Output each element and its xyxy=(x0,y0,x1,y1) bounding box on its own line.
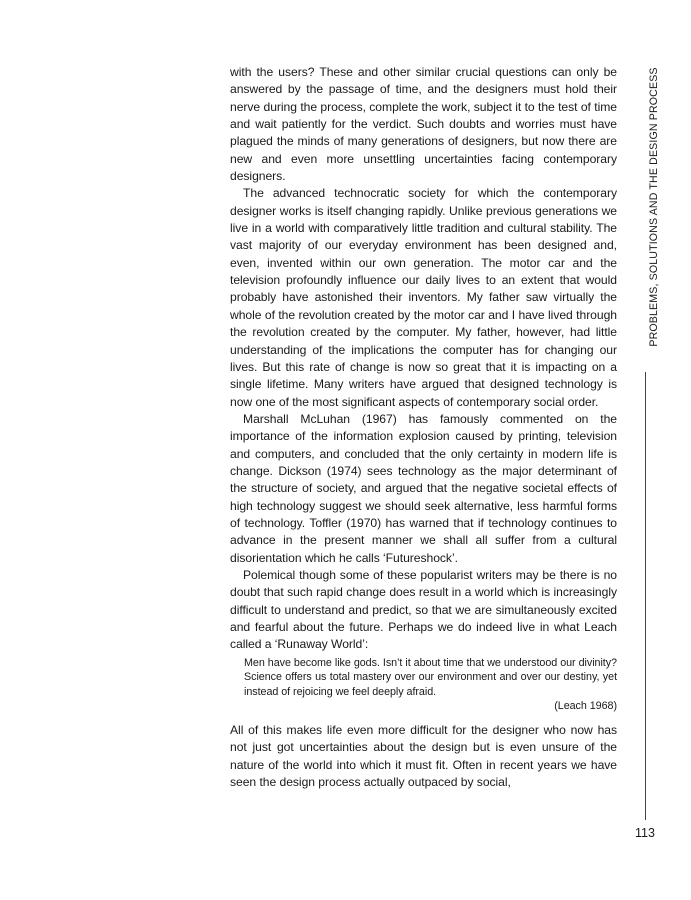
paragraph-5: All of this makes life even more difficult for the designer who now has not just got uncertainties about the design but is even unsure of the nature of the world into which it must fit. Often in recent years we have seen the design process actually outpaced by social, xyxy=(230,723,617,790)
running-head-text: PROBLEMS, SOLUTIONS AND THE DESIGN PROCESS xyxy=(648,67,660,347)
running-head xyxy=(648,56,660,358)
paragraph-2: The advanced technocratic society for which the contemporary designer works is itself changing rapidly. Unlike previous generations we live in a world with comparatively little tradition and cultural stability. The vast majority of our everyday environment has been designed and, even, invented within our own generation. The motor car and the television profoundly influence our daily lives to an extent that would probably have astonished their inventors. My father saw virtually the whole of the revolution created by the motor car and I have lived through the revolution created by the computer. My father, however, had little understanding of the implications the computer has for changing our lives. But this rate of change is now so great that it is impacting on a single lifetime. Many writers have argued that designed technology is now one of the most significant aspects of contemporary social order. xyxy=(230,186,617,409)
quote-citation: (Leach 1968) xyxy=(554,700,617,713)
paragraph-1: with the users? These and other similar crucial questions can only be answered by the passage of time, and the designers must hold their nerve during the process, complete the work, subject it to the test of time and wait patiently for the verdict. Such doubts and worries must have plagued the minds of many generations of designers, but now there are new and even more unsettling uncertainties facing contemporary designers. xyxy=(230,65,617,184)
margin-rule xyxy=(645,372,646,820)
block-quote xyxy=(244,656,617,714)
paragraph-3: Marshall McLuhan (1967) has famously commented on the importance of the information explosion caused by printing, television and computers, and concluded that the only certainty in modern life is change. Dickson (1974) sees technology as the major determinant of the structure of society, and argued that the negative societal effects of high technology suggest we should seek alternative, less harmful forms of technology. Toffler (1970) has warned that if technology continues to advance in the present manner we shall all suffer from a cultural disorientation which he calls ‘Futureshock’. xyxy=(230,411,617,565)
paragraph-4: Polemical though some of these popularist writers may be there is no doubt that such rapid change does result in a world which is increasingly difficult to understand and predict, so that we are simultaneously excited and fearful about the future. Perhaps we do indeed live in what Leach called a ‘Runaway World’: xyxy=(230,567,617,652)
body-text xyxy=(230,64,617,791)
page-number: 113 xyxy=(635,826,655,840)
quote-text: Men have become like gods. Isn’t it about time that we understood our divinity? Science offers us total mastery over our environment and over our destiny, yet instead of rejoicing we feel deeply afraid. xyxy=(244,656,617,698)
